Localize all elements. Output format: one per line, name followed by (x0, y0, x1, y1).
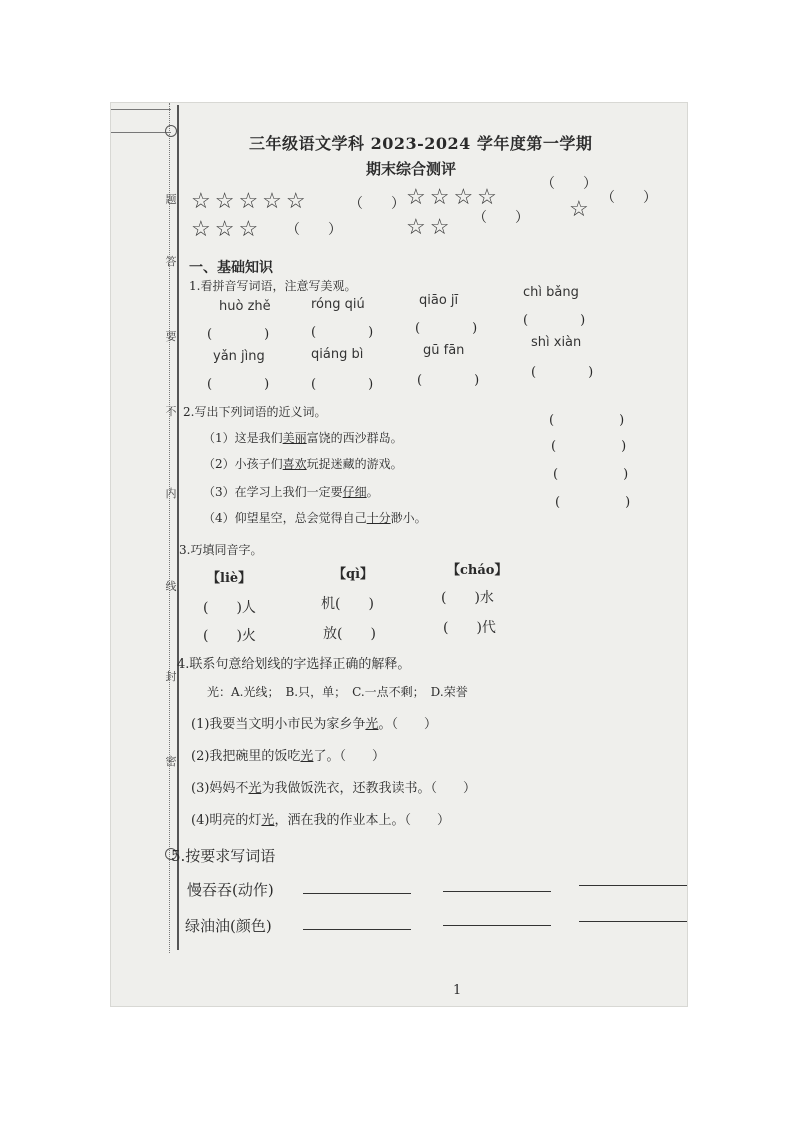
binding-dotted-line (169, 103, 182, 953)
q4-options: 光：A.光线； B.只，单； C.一点不剩； D.荣誉 (207, 685, 468, 699)
answer-blank[interactable]: ( ) (311, 325, 374, 340)
rating-stars: ☆☆ (406, 215, 454, 240)
exam-title: 三年级语文学科 2023-2024 学年度第一学期 (249, 134, 593, 153)
pinyin: qiāo jī (419, 293, 459, 308)
pinyin: yǎn jìng (213, 349, 265, 364)
write-line[interactable] (443, 925, 551, 926)
pinyin-head: 【cháo】 (447, 563, 508, 578)
answer-blank[interactable]: ( ) (207, 327, 270, 342)
binding-solid-line (177, 105, 179, 950)
answer-blank[interactable]: ( ) (523, 313, 586, 328)
q2-item-pre: （2）小孩子们 (203, 457, 283, 471)
write-line[interactable] (579, 885, 687, 886)
binding-char: 封 (165, 670, 177, 683)
section-heading: 一、基础知识 (189, 260, 273, 276)
rating-stars: ☆ (569, 197, 593, 222)
binding-char: 要 (165, 330, 177, 343)
q2-item (203, 429, 403, 446)
q2-item-pre: （4）仰望星空，总会觉得自己 (203, 511, 367, 525)
rating-stars: ☆☆☆ (191, 217, 263, 242)
binding-char: 密 (165, 755, 177, 768)
binding-hole-top (165, 125, 177, 137)
q4-item-post: 。（ ） (378, 717, 437, 732)
underlined-char: 光 (248, 781, 262, 796)
q4-item-pre: (1)我要当文明小市民为家乡争 (191, 717, 366, 732)
write-line[interactable] (443, 891, 551, 892)
write-line[interactable] (303, 929, 411, 930)
homophone-blank[interactable]: ( )水 (441, 590, 494, 606)
write-line[interactable] (303, 893, 411, 894)
answer-blank[interactable]: ( ) (311, 377, 374, 392)
homophone-blank[interactable]: ( )火 (203, 628, 256, 644)
page-number: 1 (453, 983, 462, 998)
q5-item: 慢吞吞(动作) (187, 881, 274, 899)
q4-item (191, 777, 476, 796)
binding-char: 答 (165, 255, 177, 268)
q2-item-pre: （1）这是我们 (203, 431, 283, 445)
answer-blank[interactable]: ( ) (551, 439, 627, 454)
answer-blank[interactable]: ( ) (549, 413, 625, 428)
pinyin-head: 【liè】 (207, 571, 252, 586)
answer-blank[interactable]: ( ) (553, 467, 629, 482)
homophone-blank[interactable]: ( )代 (443, 620, 496, 636)
q2-item-post: 玩捉迷藏的游戏。 (306, 457, 403, 471)
q4-item (191, 745, 385, 764)
rating-paren: （ ） (286, 222, 342, 238)
q5-item: 绿油油(颜色) (185, 917, 272, 935)
q4-item-pre: (2)我把碗里的饭吃 (191, 749, 301, 764)
q4-item-post: 为我做饭洗衣，还教我读书。（ ） (261, 781, 476, 796)
underlined-char: 光 (365, 717, 379, 732)
underlined-word: 美丽 (282, 431, 307, 445)
question-3-label: 3.巧填同音字。 (179, 543, 263, 557)
question-5-label: 5.按要求写词语 (171, 847, 276, 865)
answer-blank[interactable]: ( ) (415, 321, 478, 336)
binding-char: 题 (165, 193, 177, 206)
pinyin: huò zhě (219, 299, 271, 314)
binding-char: 内 (165, 487, 177, 500)
underlined-word: 十分 (366, 511, 391, 525)
rating-stars: ☆☆☆☆ (406, 185, 501, 210)
q2-item-pre: （3）在学习上我们一定要 (203, 485, 343, 499)
q2-item-post: 富饶的西沙群岛。 (306, 431, 403, 445)
homophone-blank[interactable]: ( )人 (203, 600, 256, 616)
q2-item (203, 483, 379, 500)
q2-item-post: 。 (366, 485, 379, 499)
answer-blank[interactable]: ( ) (207, 377, 270, 392)
pinyin: chì bǎng (523, 285, 579, 300)
q4-item-pre: (4)明亮的灯 (191, 813, 262, 828)
binding-margin (141, 103, 183, 953)
homophone-blank[interactable]: 机( ) (321, 596, 374, 612)
pinyin: shì xiàn (531, 335, 582, 350)
q4-item-post: ，洒在我的作业本上。（ ） (274, 813, 450, 828)
underlined-char: 光 (300, 749, 314, 764)
rating-paren: （ ） (541, 176, 597, 192)
rating-stars: ☆☆☆☆☆ (191, 189, 310, 214)
q2-item-post: 渺小。 (390, 511, 427, 525)
pinyin: gū fān (423, 343, 465, 358)
underlined-word: 喜欢 (282, 457, 307, 471)
q4-item (191, 809, 450, 828)
q4-item-post: 了。（ ） (313, 749, 385, 764)
binding-char: 线 (165, 580, 177, 593)
underlined-word: 仔细 (342, 485, 367, 499)
answer-blank[interactable]: ( ) (555, 495, 631, 510)
answer-blank[interactable]: ( ) (417, 373, 480, 388)
exam-sheet (110, 102, 688, 1007)
answer-blank[interactable]: ( ) (531, 365, 594, 380)
q4-item (191, 713, 437, 732)
question-4-label: 4.联系句意给划线的字选择正确的解释。 (177, 657, 411, 672)
pinyin-head: 【qì】 (333, 567, 374, 582)
question-2-label: 2.写出下列词语的近义词。 (183, 405, 327, 419)
q2-item (203, 509, 427, 526)
rating-paren: （ ） (601, 190, 657, 206)
rating-paren: （ ） (349, 196, 405, 212)
pinyin: qiáng bì (311, 347, 364, 362)
binding-char: 不 (165, 405, 177, 418)
q2-item (203, 455, 403, 472)
underlined-char: 光 (261, 813, 275, 828)
write-line[interactable] (579, 921, 687, 922)
question-1-label: 1.看拼音写词语，注意写美观。 (189, 279, 357, 293)
q4-item-pre: (3)妈妈不 (191, 781, 249, 796)
exam-subtitle: 期末综合测评 (366, 160, 457, 178)
rating-paren: （ ） (473, 210, 529, 226)
pinyin: róng qiú (311, 297, 365, 312)
homophone-blank[interactable]: 放( ) (323, 626, 376, 642)
